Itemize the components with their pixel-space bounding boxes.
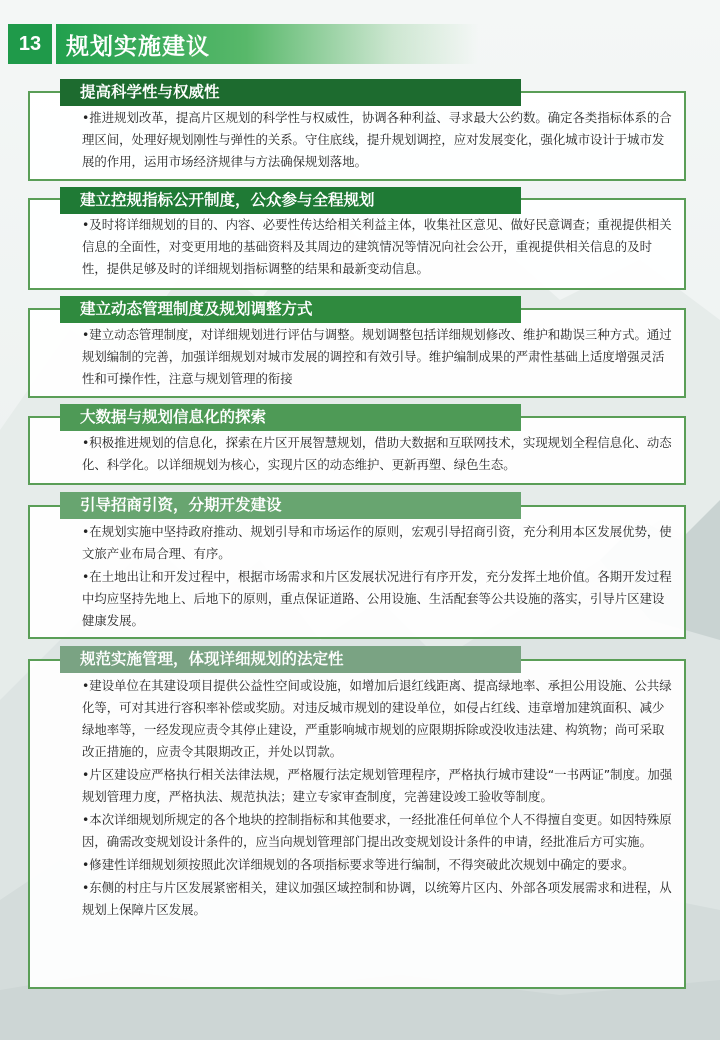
- section-paragraph: •推进规划改革，提高片区规划的科学性与权威性，协调各种利益、寻求最大公约数。确定各类指标体系的合理区间，处理好规划刚性与弹性的关系。守住底线，提升规划调控，应对发展变化，强化城市设计于城市发展的作用，运用市场经济规律与方法确保规划落地。: [82, 110, 672, 169]
- section-paragraph: •及时将详细规划的目的、内容、必要性传达给相关利益主体，收集社区意见、做好民意调查；重视提供相关信息的全面性，对变更用地的基础资料及其周边的建筑情况等情况向社会公开，重视提供相关信息的及时性，提供足够及时的详细规划指标调整的结果和最新变动信息。: [82, 217, 672, 276]
- page-title: 规划实施建议: [66, 33, 210, 60]
- section-number-badge: 13: [8, 24, 52, 64]
- section-paragraph: •在规划实施中坚持政府推动、规划引导和市场运作的原则，宏观引导招商引资，充分利用本区发展优势，使文旅产业布局合理、有序。: [82, 524, 672, 561]
- section-title: 规范实施管理，体现详细规划的法定性: [60, 646, 521, 673]
- section-paragraph: •积极推进规划的信息化，探索在片区开展智慧规划，借助大数据和互联网技术，实现规划全程信息化、动态化、科学化。以详细规划为核心，实现片区的动态维护、更新再塑、绿色生态。: [82, 435, 672, 472]
- section-title: 建立动态管理制度及规划调整方式: [60, 296, 521, 323]
- section-paragraph: •建立动态管理制度，对详细规划进行评估与调整。规划调整包括详细规划修改、维护和勘误三种方式。通过规划编制的完善，加强详细规划对城市发展的调控和有效引导。维护编制成果的严肃性基础上适度增强灵活性和可操作性，注意与规划管理的衔接: [82, 327, 672, 386]
- section-paragraph: •在土地出让和开发过程中，根据市场需求和片区发展状况进行有序开发，充分发挥土地价值。各期开发过程中均应坚持先地上、后地下的原则，重点保证道路、公用设施、生活配套等公共设施的落实，引导片区建设健康发展。: [82, 569, 672, 628]
- section-title: 引导招商引资，分期开发建设: [60, 492, 521, 519]
- section-body: [28, 659, 686, 989]
- section-paragraph: •本次详细规划所规定的各个地块的控制指标和其他要求，一经批准任何单位个人不得擅自变更。如因特殊原因，确需改变规划设计条件的，应当向规划管理部门提出改变规划设计条件的申请，经批准后方可实施。: [82, 812, 672, 849]
- page-title-bar: [56, 24, 478, 64]
- section-paragraph: •片区建设应严格执行相关法律法规，严格履行法定规划管理程序，严格执行城市建设“一书两证”制度。加强规划管理力度，严格执法、规范执法；建立专家审查制度，完善建设竣工验收等制度。: [82, 767, 673, 804]
- section-body: [28, 505, 686, 639]
- section-paragraph: •建设单位在其建设项目提供公益性空间或设施，如增加后退红线距离、提高绿地率、承担公用设施、公共绿化等，可对其进行容积率补偿或奖励。对违反城市规划的建设单位，如侵占红线、违章增加建筑面积、减少绿地率等，一经发现应责令其停止建设，严重影响城市规划的应限期拆除或没收违法建、构筑物；尚可采取改正措施的，应责令其限期改正，并处以罚款。: [82, 678, 672, 759]
- section-title: 大数据与规划信息化的探索: [60, 404, 521, 431]
- page-header: [8, 24, 478, 64]
- section-paragraph: •东侧的村庄与片区发展紧密相关，建议加强区域控制和协调，以统筹片区内、外部各项发展需求和进程，从规划上保障片区发展。: [82, 880, 672, 917]
- section-title: 提高科学性与权威性: [60, 79, 521, 106]
- section-title: 建立控规指标公开制度，公众参与全程规划: [60, 187, 521, 214]
- section-paragraph: •修建性详细规划须按照此次详细规划的各项指标要求等进行编制，不得突破此次规划中确定的要求。: [82, 857, 635, 872]
